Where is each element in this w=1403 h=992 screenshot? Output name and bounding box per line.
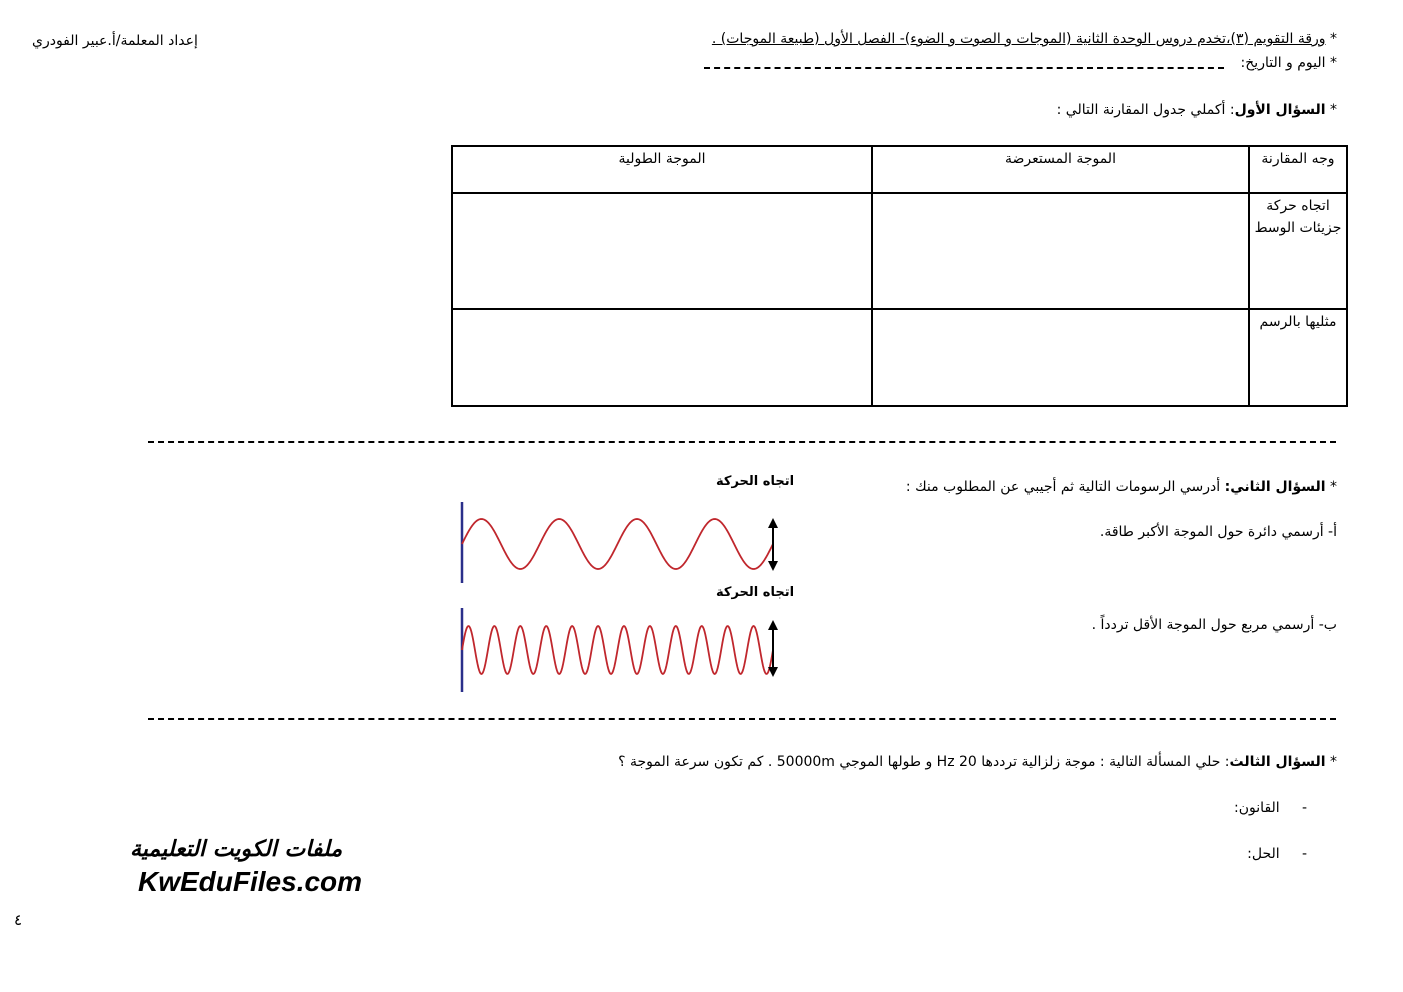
wave-2-caption: اتجاه الحركة: [716, 585, 795, 600]
question-2-part-b: ب- أرسمي مربع حول الموجة الأقل تردداً .: [1091, 617, 1337, 633]
question-1-text: : أكملي جدول المقارنة التالي :: [1056, 102, 1235, 118]
row-label-drawing: مثليها بالرسم: [1249, 309, 1347, 406]
question-3-text: : حلي المسألة التالية : موجة زلزالية ترددها 20 Hz و طولها الموجي 50000m . كم تكون سرعة الموجة ؟: [618, 754, 1230, 770]
worksheet-title: [637, 31, 1337, 47]
brand-arabic: ملفات الكويت التعليمية: [130, 836, 343, 862]
question-1: * السؤال الأول: أكملي جدول المقارنة التالي :: [1056, 102, 1337, 118]
law-label: القانون:: [1234, 800, 1280, 816]
law-line: - القانون:: [1234, 800, 1307, 816]
cell-longitudinal-motion[interactable]: [452, 193, 872, 309]
brand-english: KwEduFiles.com: [138, 866, 363, 897]
solution-line: - الحل:: [1247, 846, 1307, 862]
question-2-part-a: أ- أرسمي دائرة حول الموجة الأكبر طاقة.: [1099, 524, 1337, 540]
wave-1-amplitude-arrow: [768, 518, 778, 571]
question-2: * السؤال الثاني: أدرسي الرسومات التالية ثم أجيبي عن المطلوب منك :: [905, 479, 1337, 495]
cell-longitudinal-drawing[interactable]: [452, 309, 872, 406]
teacher-name: إعداد المعلمة/أ.عبير الفودري: [32, 33, 198, 49]
cell-transverse-drawing[interactable]: [872, 309, 1249, 406]
cell-transverse-motion[interactable]: [872, 193, 1249, 309]
page-number: ٤: [14, 911, 23, 929]
col-header-transverse: الموجة المستعرضة: [872, 146, 1249, 193]
col-header-longitudinal: الموجة الطولية: [452, 146, 872, 193]
wave-diagrams: [440, 490, 840, 710]
comparison-table: [451, 145, 1348, 407]
row-label-motion: اتجاه حركة جزيئات الوسط: [1249, 193, 1347, 309]
separator-1: [148, 441, 1336, 443]
date-line: [704, 67, 1224, 69]
title-text: ورقة التقويم (٣)،تخدم دروس الوحدة الثانية (الموجات و الصوت و الضوء)- الفصل الأول (طبيعة الموجات) .: [711, 31, 1326, 47]
wave-2-amplitude-arrow: [768, 620, 778, 677]
wave-2-high-frequency: [462, 626, 773, 674]
question-2-label: السؤال الثاني:: [1224, 479, 1326, 495]
question-3-label: السؤال الثالث: [1229, 754, 1326, 770]
wave-1-caption: اتجاه الحركة: [716, 474, 795, 489]
question-2-text: أدرسي الرسومات التالية ثم أجيبي عن المطلوب منك :: [905, 479, 1221, 495]
question-3: * السؤال الثالث: حلي المسألة التالية : موجة زلزالية ترددها 20 Hz و طولها الموجي 50000m . كم تكون سرعة الموجة ؟: [618, 754, 1337, 770]
date-label: * اليوم و التاريخ:: [1240, 55, 1337, 71]
solution-label: الحل:: [1247, 846, 1280, 862]
title-star: *: [1330, 31, 1337, 47]
separator-2: [148, 718, 1336, 720]
wave-1-low-frequency: [462, 519, 773, 569]
col-header-comparison: وجه المقارنة: [1249, 146, 1347, 193]
question-1-label: السؤال الأول: [1234, 102, 1326, 118]
